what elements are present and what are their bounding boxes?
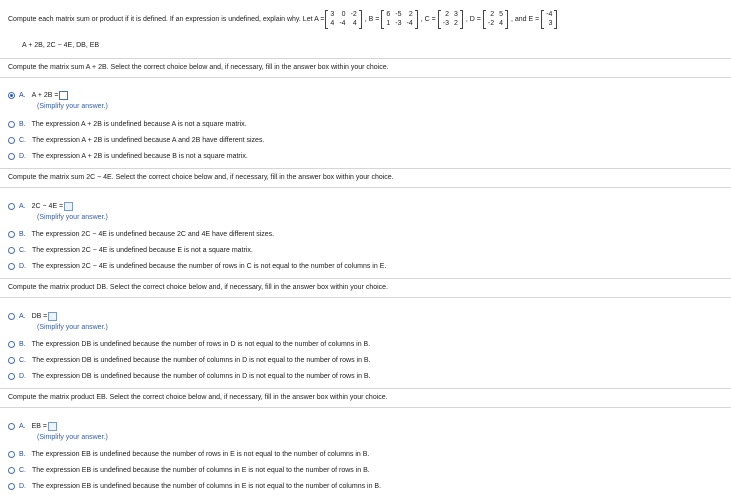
bracket-right: [359, 10, 362, 29]
radio[interactable]: [8, 451, 15, 458]
bracket-right: [554, 10, 557, 29]
question-4-prompt: Compute the matrix product EB. Select the correct choice below and, if necessary, fill in the answer box within your choice.: [8, 394, 388, 401]
option-text: The expression A + 2B is undefined because A and 2B have different sizes.: [32, 137, 265, 144]
divider: [0, 77, 731, 78]
matrix-entry: 0: [341, 10, 346, 18]
bracket-right: [415, 10, 418, 29]
option-text: 2C − 4E =: [31, 203, 64, 210]
radio[interactable]: [8, 483, 15, 490]
problem-header: [0, 0, 731, 38]
expression-list: A + 2B, 2C − 4E, DB, EB: [22, 42, 100, 49]
option-text: The expression EB is undefined because the number of columns in E is not equal to the number of columns in B.: [32, 483, 382, 490]
matrix-entry: 3: [330, 10, 335, 18]
q4-option-a[interactable]: [8, 422, 57, 431]
instruction-lead: Compute each matrix sum or product if it is defined. If an expression is undefined, explain why. Let A =: [8, 15, 325, 23]
option-letter: A.: [19, 313, 26, 320]
matrix-entry: -3: [395, 19, 402, 27]
option-letter: B.: [19, 451, 26, 458]
q2-option-c[interactable]: [8, 247, 253, 254]
q3-option-d[interactable]: [8, 373, 371, 380]
q4-option-b[interactable]: [8, 451, 369, 458]
divider: [0, 297, 731, 298]
q1-option-c[interactable]: [8, 137, 264, 144]
q3-option-c[interactable]: [8, 357, 371, 364]
matrix-b-grid: [384, 10, 414, 29]
matrix-entry: 4: [330, 19, 335, 27]
option-text: DB =: [31, 313, 48, 320]
matrix-e-grid: [544, 10, 554, 29]
matrix-entry: 2: [445, 10, 449, 18]
bracket-right: [460, 10, 463, 29]
matrix-c-grid: [441, 10, 460, 29]
option-text: The expression EB is undefined because the number of rows in E is not equal to the number of columns in B.: [31, 451, 370, 458]
matrix-entry: 2: [408, 10, 413, 18]
option-text: The expression DB is undefined because the number of rows in D is not equal to the number of columns in B.: [31, 341, 371, 348]
option-text: The expression A + 2B is undefined because A is not a square matrix.: [31, 121, 247, 128]
radio[interactable]: [8, 247, 15, 254]
option-letter: A.: [19, 92, 26, 99]
matrix-e: [541, 10, 557, 29]
option-text: The expression DB is undefined because the number of columns in D is not equal to the number of rows in B.: [32, 373, 371, 380]
divider: [0, 58, 731, 59]
radio[interactable]: [8, 153, 15, 160]
q2-option-d[interactable]: [8, 263, 386, 270]
matrix-entry: -4: [546, 10, 553, 18]
matrix-entry: 3: [548, 19, 553, 27]
answer-box[interactable]: [59, 91, 68, 100]
matrix-entry: 6: [386, 10, 391, 18]
q2-option-a[interactable]: [8, 202, 73, 211]
q3-option-a[interactable]: [8, 312, 57, 321]
divider: [0, 278, 731, 279]
option-text: EB =: [31, 423, 47, 430]
answer-box[interactable]: [48, 312, 57, 321]
label-b: , B =: [364, 15, 380, 23]
divider: [0, 187, 731, 188]
question-1-prompt: Compute the matrix sum A + 2B. Select the correct choice below and, if necessary, fill in the answer box within your choice.: [8, 64, 389, 71]
matrix-a-grid: [328, 10, 358, 29]
matrix-a: [325, 10, 361, 29]
option-text: The expression 2C − 4E is undefined because E is not a square matrix.: [32, 247, 253, 254]
radio[interactable]: [8, 313, 15, 320]
option-letter: B.: [19, 231, 26, 238]
radio[interactable]: [8, 423, 15, 430]
option-letter: A.: [19, 423, 26, 430]
answer-box[interactable]: [48, 422, 57, 431]
option-text: The expression A + 2B is undefined because B is not a square matrix.: [32, 153, 248, 160]
q1-option-b[interactable]: [8, 121, 247, 128]
matrix-entry: -4: [339, 19, 346, 27]
simplify-hint: (Simplify your answer.): [37, 324, 108, 331]
matrix-entry: -4: [406, 19, 413, 27]
matrix-entry: 2: [490, 10, 495, 18]
divider: [0, 407, 731, 408]
matrix-entry: 3: [453, 10, 458, 18]
label-d: , D =: [465, 15, 481, 23]
simplify-hint: (Simplify your answer.): [37, 214, 108, 221]
matrix-d: [483, 10, 508, 29]
radio[interactable]: [8, 231, 15, 238]
q4-option-d[interactable]: [8, 483, 381, 490]
q1-option-a[interactable]: [8, 91, 68, 100]
option-letter: C.: [19, 467, 26, 474]
radio[interactable]: [8, 467, 15, 474]
radio-selected[interactable]: [8, 92, 15, 99]
radio[interactable]: [8, 263, 15, 270]
matrix-entry: -3: [442, 19, 449, 27]
matrix-d-grid: [486, 10, 505, 29]
matrix-c: [438, 10, 463, 29]
matrix-entry: 5: [499, 10, 503, 18]
matrix-entry: -2: [350, 10, 357, 18]
question-3-prompt: Compute the matrix product DB. Select the correct choice below and, if necessary, fill in the answer box within your choice.: [8, 284, 388, 291]
option-letter: D.: [19, 483, 26, 490]
q2-option-b[interactable]: [8, 231, 274, 238]
matrix-entry: 4: [499, 19, 503, 27]
option-letter: D.: [19, 263, 26, 270]
radio[interactable]: [8, 137, 15, 144]
answer-box[interactable]: [64, 202, 73, 211]
question-2-prompt: Compute the matrix sum 2C − 4E. Select the correct choice below and, if necessary, fill in the answer box within your choice.: [8, 174, 394, 181]
q1-option-d[interactable]: [8, 153, 248, 160]
simplify-hint: (Simplify your answer.): [37, 434, 108, 441]
option-text: A + 2B =: [31, 92, 59, 99]
bracket-right: [505, 10, 508, 29]
label-e: , and E =: [511, 15, 540, 23]
simplify-hint: (Simplify your answer.): [37, 103, 108, 110]
q3-option-b[interactable]: [8, 341, 370, 348]
radio[interactable]: [8, 121, 15, 128]
radio[interactable]: [8, 203, 15, 210]
matrix-entry: 1: [386, 19, 391, 27]
option-text: The expression 2C − 4E is undefined because the number of rows in C is not equal to the number of columns in E.: [32, 263, 387, 270]
option-text: The expression 2C − 4E is undefined because 2C and 4E have different sizes.: [31, 231, 275, 238]
option-letter: C.: [19, 137, 26, 144]
divider: [0, 168, 731, 169]
matrix-entry: -2: [487, 19, 495, 27]
matrix-entry: 2: [453, 19, 458, 27]
option-text: The expression EB is undefined because the number of columns in E is not equal to the number of rows in B.: [32, 467, 370, 474]
matrix-entry: 4: [352, 19, 357, 27]
option-letter: B.: [19, 121, 26, 128]
radio[interactable]: [8, 341, 15, 348]
option-letter: D.: [19, 373, 26, 380]
label-c: , C =: [420, 15, 436, 23]
q4-option-c[interactable]: [8, 467, 370, 474]
radio[interactable]: [8, 357, 15, 364]
option-letter: D.: [19, 153, 26, 160]
matrix-entry: -5: [395, 10, 402, 18]
option-letter: C.: [19, 247, 26, 254]
radio[interactable]: [8, 373, 15, 380]
option-letter: C.: [19, 357, 26, 364]
option-letter: B.: [19, 341, 26, 348]
option-letter: A.: [19, 203, 26, 210]
option-text: The expression DB is undefined because the number of columns in D is not equal to the number of rows in B.: [32, 357, 371, 364]
matrix-b: [381, 10, 417, 29]
divider: [0, 388, 731, 389]
